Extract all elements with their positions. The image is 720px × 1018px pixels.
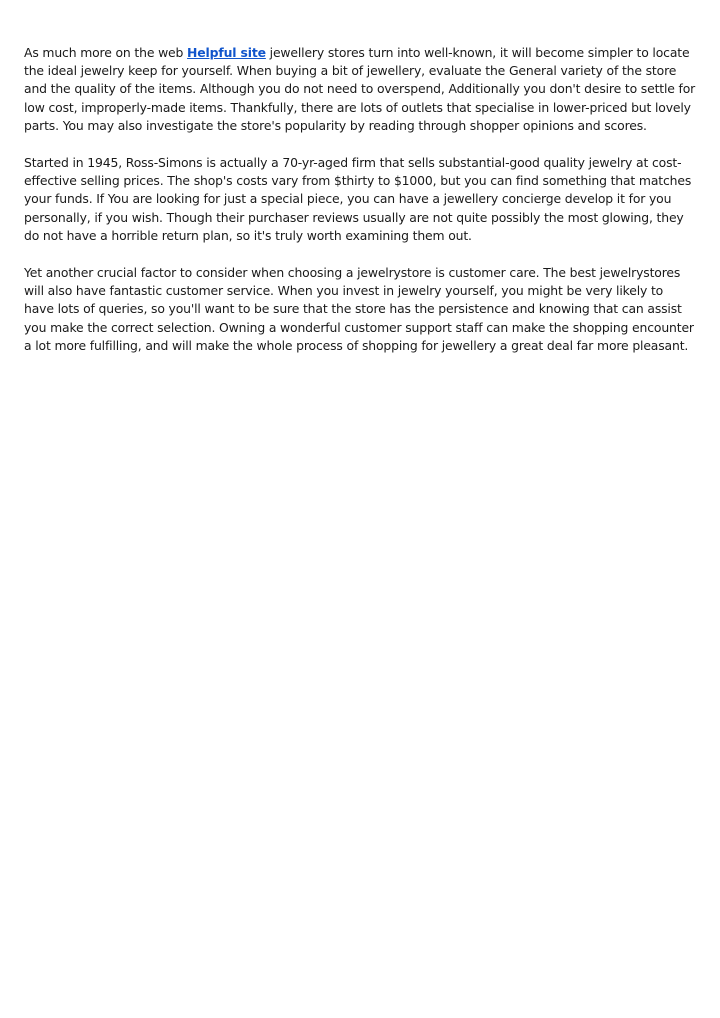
paragraph-3: Yet another crucial factor to consider when choosing a jewelrystore is customer care. The best jewelrystores will also have fantastic customer service. When you invest in jewelry yourself, you might be very likely to have lots of queries, so you'll want to be sure that the store has the persistence and knowing that can assist you make the correct selection. Owning a wonderful customer support staff can make the shopping encounter a lot more fulfilling, and will make the whole process of shopping for jewellery a great deal far more pleasant. bbox=[24, 265, 694, 353]
helpful-site-link[interactable]: Helpful site bbox=[187, 45, 266, 60]
paragraph-1-intro: As much more on the web bbox=[24, 45, 188, 60]
paragraph-1 bbox=[24, 44, 696, 135]
paragraph-1-body: jewellery stores turn into well-known, it will become simpler to locate the ideal jewelry keep for yourself. When buying a bit of jewellery, evaluate the General variety of the store and the quality of the items. Although you do not need to overspend, Additionally you don't desire to settle for low cost, improperly-made items. Thankfully, there are lots of outlets that specialise in lower-priced but lovely parts. You may also investigate the store's popularity by reading through shopper opinions and scores. bbox=[24, 45, 696, 133]
article-body bbox=[24, 44, 696, 374]
paragraph-2: Started in 1945, Ross-Simons is actually a 70-yr-aged firm that sells substantial-good quality jewelry at cost-effective selling prices. The shop's costs vary from $thirty to $1000, but you can find something that matches your funds. If You are looking for just a special piece, you can have a jewellery concierge develop it for you personally, if you wish. Though their purchaser reviews usually are not quite possibly the most glowing, they do not have a horrible return plan, so it's truly worth examining them out. bbox=[24, 155, 692, 243]
